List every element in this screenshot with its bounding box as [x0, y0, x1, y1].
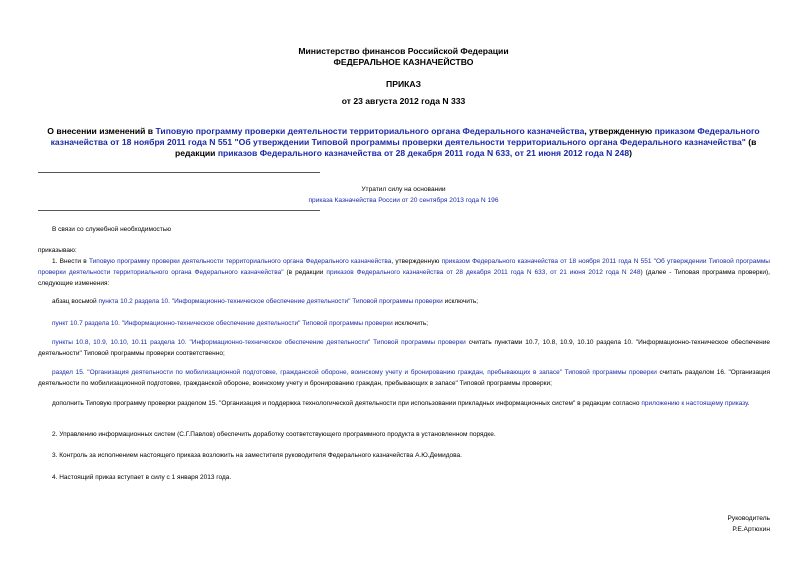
- title-text: ): [629, 148, 632, 158]
- divider-bottom: [38, 210, 320, 211]
- p1-link-order-551[interactable]: приказом Федерального казначейства от 18 ноября 2011 года N 551 "Об утверждении Типовой программы проверки деятельности территориального органа Федерального казначейства": [38, 258, 770, 276]
- paragraph-text: 1. Внести в: [52, 258, 89, 265]
- a4-link-section-15[interactable]: раздел 15. "Организация деятельности по мобилизационной подготовке, гражданской обороне, воинскому учету и бронированию граждан, пребывающих в запасе" Типовой программы проверки: [52, 369, 657, 376]
- amendment-3: [38, 337, 770, 359]
- paragraph-4: 4. Настоящий приказ вступает в силу с 1 января 2013 года.: [52, 474, 232, 481]
- paragraph-2: 2. Управлению информационных систем (С.Г.Павлов) обеспечить доработку соответствующего программного продукта в установленном порядке.: [52, 431, 496, 438]
- paragraph-1: [38, 256, 770, 289]
- paragraph-text: (в редакции: [283, 269, 327, 276]
- title-link-order-551[interactable]: приказом Федерального казначейства от 18 ноября 2011 года N 551 "Об утверждении Типовой программы проверки деятельности территориального органа Федерального казначейства": [50, 126, 760, 147]
- a1-link-point-10-2[interactable]: пункта 10.2 раздела 10. "Информационно-техническое обеспечение деятельности" Типовой программы проверки: [98, 298, 443, 305]
- signature-name: Р.Е.Артюхин: [732, 526, 770, 533]
- status-note-link[interactable]: приказа Казначейства России от 20 сентября 2013 года N 196: [308, 197, 499, 204]
- ministry-name: Министерство финансов Российской Федерации: [298, 46, 509, 56]
- paragraph-text: дополнить Типовую программу проверки разделом 15. "Организация и поддержка технологической деятельности при использовании прикладных информационных систем" в редакции согласно: [52, 400, 642, 407]
- a5-link-appendix[interactable]: приложению к настоящему приказу: [641, 400, 748, 407]
- title-text: О внесении изменений в: [47, 126, 156, 136]
- amendment-2: [52, 318, 770, 329]
- amendment-5: [38, 398, 770, 409]
- a3-link-points-10-8-10-11[interactable]: пункты 10.8, 10.9, 10.10, 10.11 раздела 10. "Информационно-техническое обеспечение деятельности" Типовой программы проверки: [52, 339, 466, 346]
- paragraph-text: исключить;: [392, 320, 429, 327]
- service-name: ФЕДЕРАЛЬНОЕ КАЗНАЧЕЙСТВО: [333, 57, 474, 67]
- paragraph-3: 3. Контроль за исполнением настоящего приказа возложить на заместителя руководителя Федерального казначейства А.Ю.Демидова.: [52, 452, 462, 459]
- title-text: , утвержденную: [584, 126, 655, 136]
- title-text: (в редакции: [175, 137, 757, 158]
- title-link-orders-633-248[interactable]: приказов Федерального казначейства от 28 декабря 2011 года N 633, от 21 июня 2012 года N 248: [217, 148, 630, 158]
- status-note-text: Утратил силу на основании: [361, 186, 446, 193]
- status-note: [180, 195, 627, 206]
- paragraph-text: считать пунктами 10.7, 10.8, 10.9, 10.10 раздела 10. "Информационно-техническое обеспечение деятельности" Типовой программы проверки соответственно;: [38, 339, 770, 357]
- p1-link-program[interactable]: Типовую программу проверки деятельности территориального органа Федерального казначейства: [88, 258, 392, 265]
- p1-link-orders-633-248[interactable]: приказов Федерального казначейства от 28 декабря 2011 года N 633, от 21 июня 2012 года N 248: [326, 269, 641, 276]
- paragraph-text: исключить;: [442, 298, 479, 305]
- amendment-4: [38, 367, 770, 389]
- paragraph-text: считать разделом 16. "Организация деятельности по мобилизационной подготовке, гражданской обороне, воинскому учету и бронированию граждан, пребывающих в запасе" Типовой программы проверки;: [38, 369, 770, 387]
- paragraph-text: абзац восьмой: [52, 298, 99, 305]
- paragraph-text: , утвержденную: [391, 258, 442, 265]
- divider-top: [38, 172, 320, 173]
- amendment-1: [52, 296, 770, 307]
- paragraph-text: .: [747, 400, 750, 407]
- document-type: ПРИКАЗ: [386, 79, 421, 89]
- signature-role: Руководитель: [727, 515, 770, 522]
- orders-word: приказываю:: [38, 247, 77, 254]
- intro-paragraph: В связи со служебной необходимостью: [52, 226, 172, 233]
- document-title: [30, 126, 777, 159]
- paragraph-text: ) (далее - Типовая программа проверки), следующие изменения:: [38, 269, 770, 287]
- title-link-program[interactable]: Типовую программу проверки деятельности территориального органа Федерального казначейства: [155, 126, 585, 136]
- document-date-number: от 23 августа 2012 года N 333: [341, 96, 466, 106]
- a2-link-point-10-7[interactable]: пункт 10.7 раздела 10. "Информационно-техническое обеспечение деятельности" Типовой программы проверки: [52, 320, 393, 327]
